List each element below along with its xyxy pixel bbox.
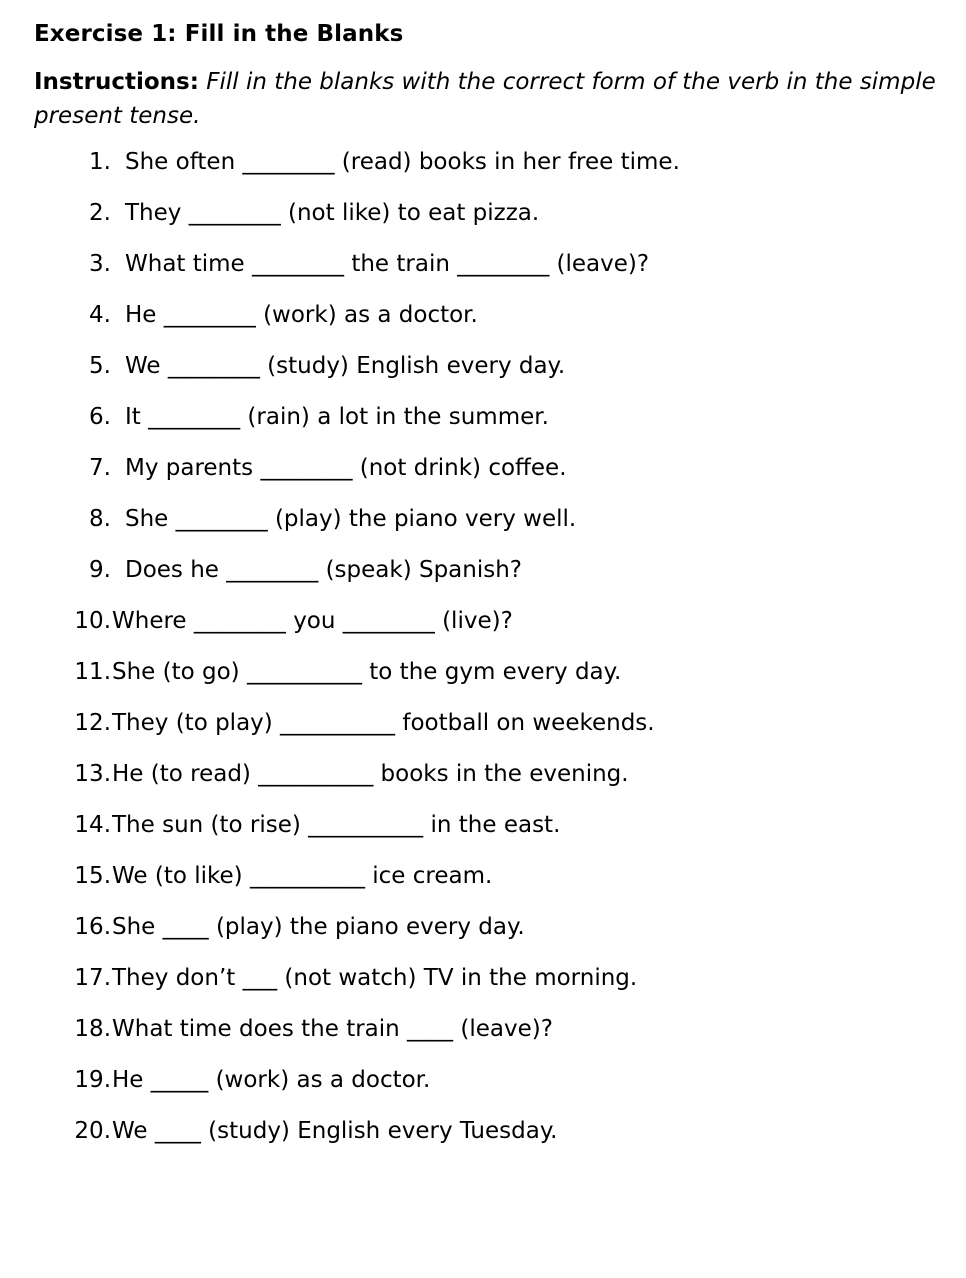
item-number: 2.: [89, 200, 111, 226]
list-item: [34, 198, 944, 249]
item-sentence: The sun (to rise) __________ in the east.: [112, 812, 561, 838]
item-spacer: [111, 351, 125, 402]
list-item: [34, 555, 944, 606]
item-sentence: Does he ________ (speak) Spanish?: [125, 557, 523, 583]
item-number: 15.: [74, 863, 111, 889]
item-spacer: [111, 300, 125, 351]
item-sentence: They (to play) __________ football on weekends.: [112, 710, 655, 736]
list-item: [34, 504, 944, 555]
item-spacer: [111, 147, 125, 198]
item-number: 11.: [74, 659, 111, 685]
worksheet-page: [34, 16, 944, 1167]
item-sentence: We ________ (study) English every day.: [125, 353, 566, 379]
list-item: [34, 606, 944, 657]
item-spacer: [111, 504, 125, 555]
item-number: 4.: [89, 302, 111, 328]
item-sentence: What time ________ the train ________ (leave)?: [125, 251, 650, 277]
list-item: [34, 249, 944, 300]
item-number: 5.: [89, 353, 111, 379]
item-sentence: He ________ (work) as a doctor.: [125, 302, 478, 328]
item-sentence: He (to read) __________ books in the evening.: [112, 761, 629, 787]
list-item: [34, 759, 944, 810]
list-item: [34, 300, 944, 351]
item-number: 17.: [74, 965, 111, 991]
item-sentence: We (to like) __________ ice cream.: [112, 863, 493, 889]
list-item: [34, 351, 944, 402]
item-sentence: We ____ (study) English every Tuesday.: [112, 1118, 558, 1144]
list-item: [34, 708, 944, 759]
item-number: 18.: [74, 1016, 111, 1042]
item-sentence: He _____ (work) as a doctor.: [112, 1067, 431, 1093]
item-spacer: [111, 402, 125, 453]
item-sentence: She (to go) __________ to the gym every day.: [112, 659, 622, 685]
list-item: [34, 147, 944, 198]
item-number: 10.: [74, 608, 111, 634]
item-number: 13.: [74, 761, 111, 787]
item-number: 8.: [89, 506, 111, 532]
item-number: 6.: [89, 404, 111, 430]
item-sentence: She often ________ (read) books in her free time.: [125, 149, 680, 175]
list-item: [34, 453, 944, 504]
list-item: [34, 1065, 944, 1116]
item-sentence: What time does the train ____ (leave)?: [112, 1016, 553, 1042]
item-spacer: [111, 555, 125, 606]
exercise-title: Exercise 1: Fill in the Blanks: [34, 21, 404, 47]
item-number: 16.: [74, 914, 111, 940]
list-item: [34, 963, 944, 1014]
item-sentence: Where ________ you ________ (live)?: [112, 608, 513, 634]
item-spacer: [111, 198, 125, 249]
instructions-text: Fill in the blanks with the correct form of the verb in the simple present tense.: [34, 69, 936, 129]
list-item: [34, 657, 944, 708]
list-item: [34, 810, 944, 861]
list-item: [34, 1116, 944, 1167]
item-sentence: It ________ (rain) a lot in the summer.: [125, 404, 549, 430]
item-number: 3.: [89, 251, 111, 277]
item-number: 9.: [89, 557, 111, 583]
item-spacer: [111, 453, 125, 504]
list-item: [34, 402, 944, 453]
instructions: [34, 65, 944, 133]
item-number: 1.: [89, 149, 111, 175]
exercise-list: [34, 147, 944, 1167]
item-number: 20.: [74, 1118, 111, 1144]
item-sentence: My parents ________ (not drink) coffee.: [125, 455, 567, 481]
item-sentence: She ________ (play) the piano very well.: [125, 506, 577, 532]
item-number: 19.: [74, 1067, 111, 1093]
item-number: 12.: [74, 710, 111, 736]
item-number: 14.: [74, 812, 111, 838]
list-item: [34, 1014, 944, 1065]
item-sentence: They ________ (not like) to eat pizza.: [125, 200, 540, 226]
item-sentence: They don’t ___ (not watch) TV in the morning.: [112, 965, 638, 991]
instructions-label: Instructions:: [34, 69, 199, 95]
item-number: 7.: [89, 455, 111, 481]
list-item: [34, 861, 944, 912]
item-spacer: [111, 249, 125, 300]
list-item: [34, 912, 944, 963]
item-sentence: She ____ (play) the piano every day.: [112, 914, 525, 940]
